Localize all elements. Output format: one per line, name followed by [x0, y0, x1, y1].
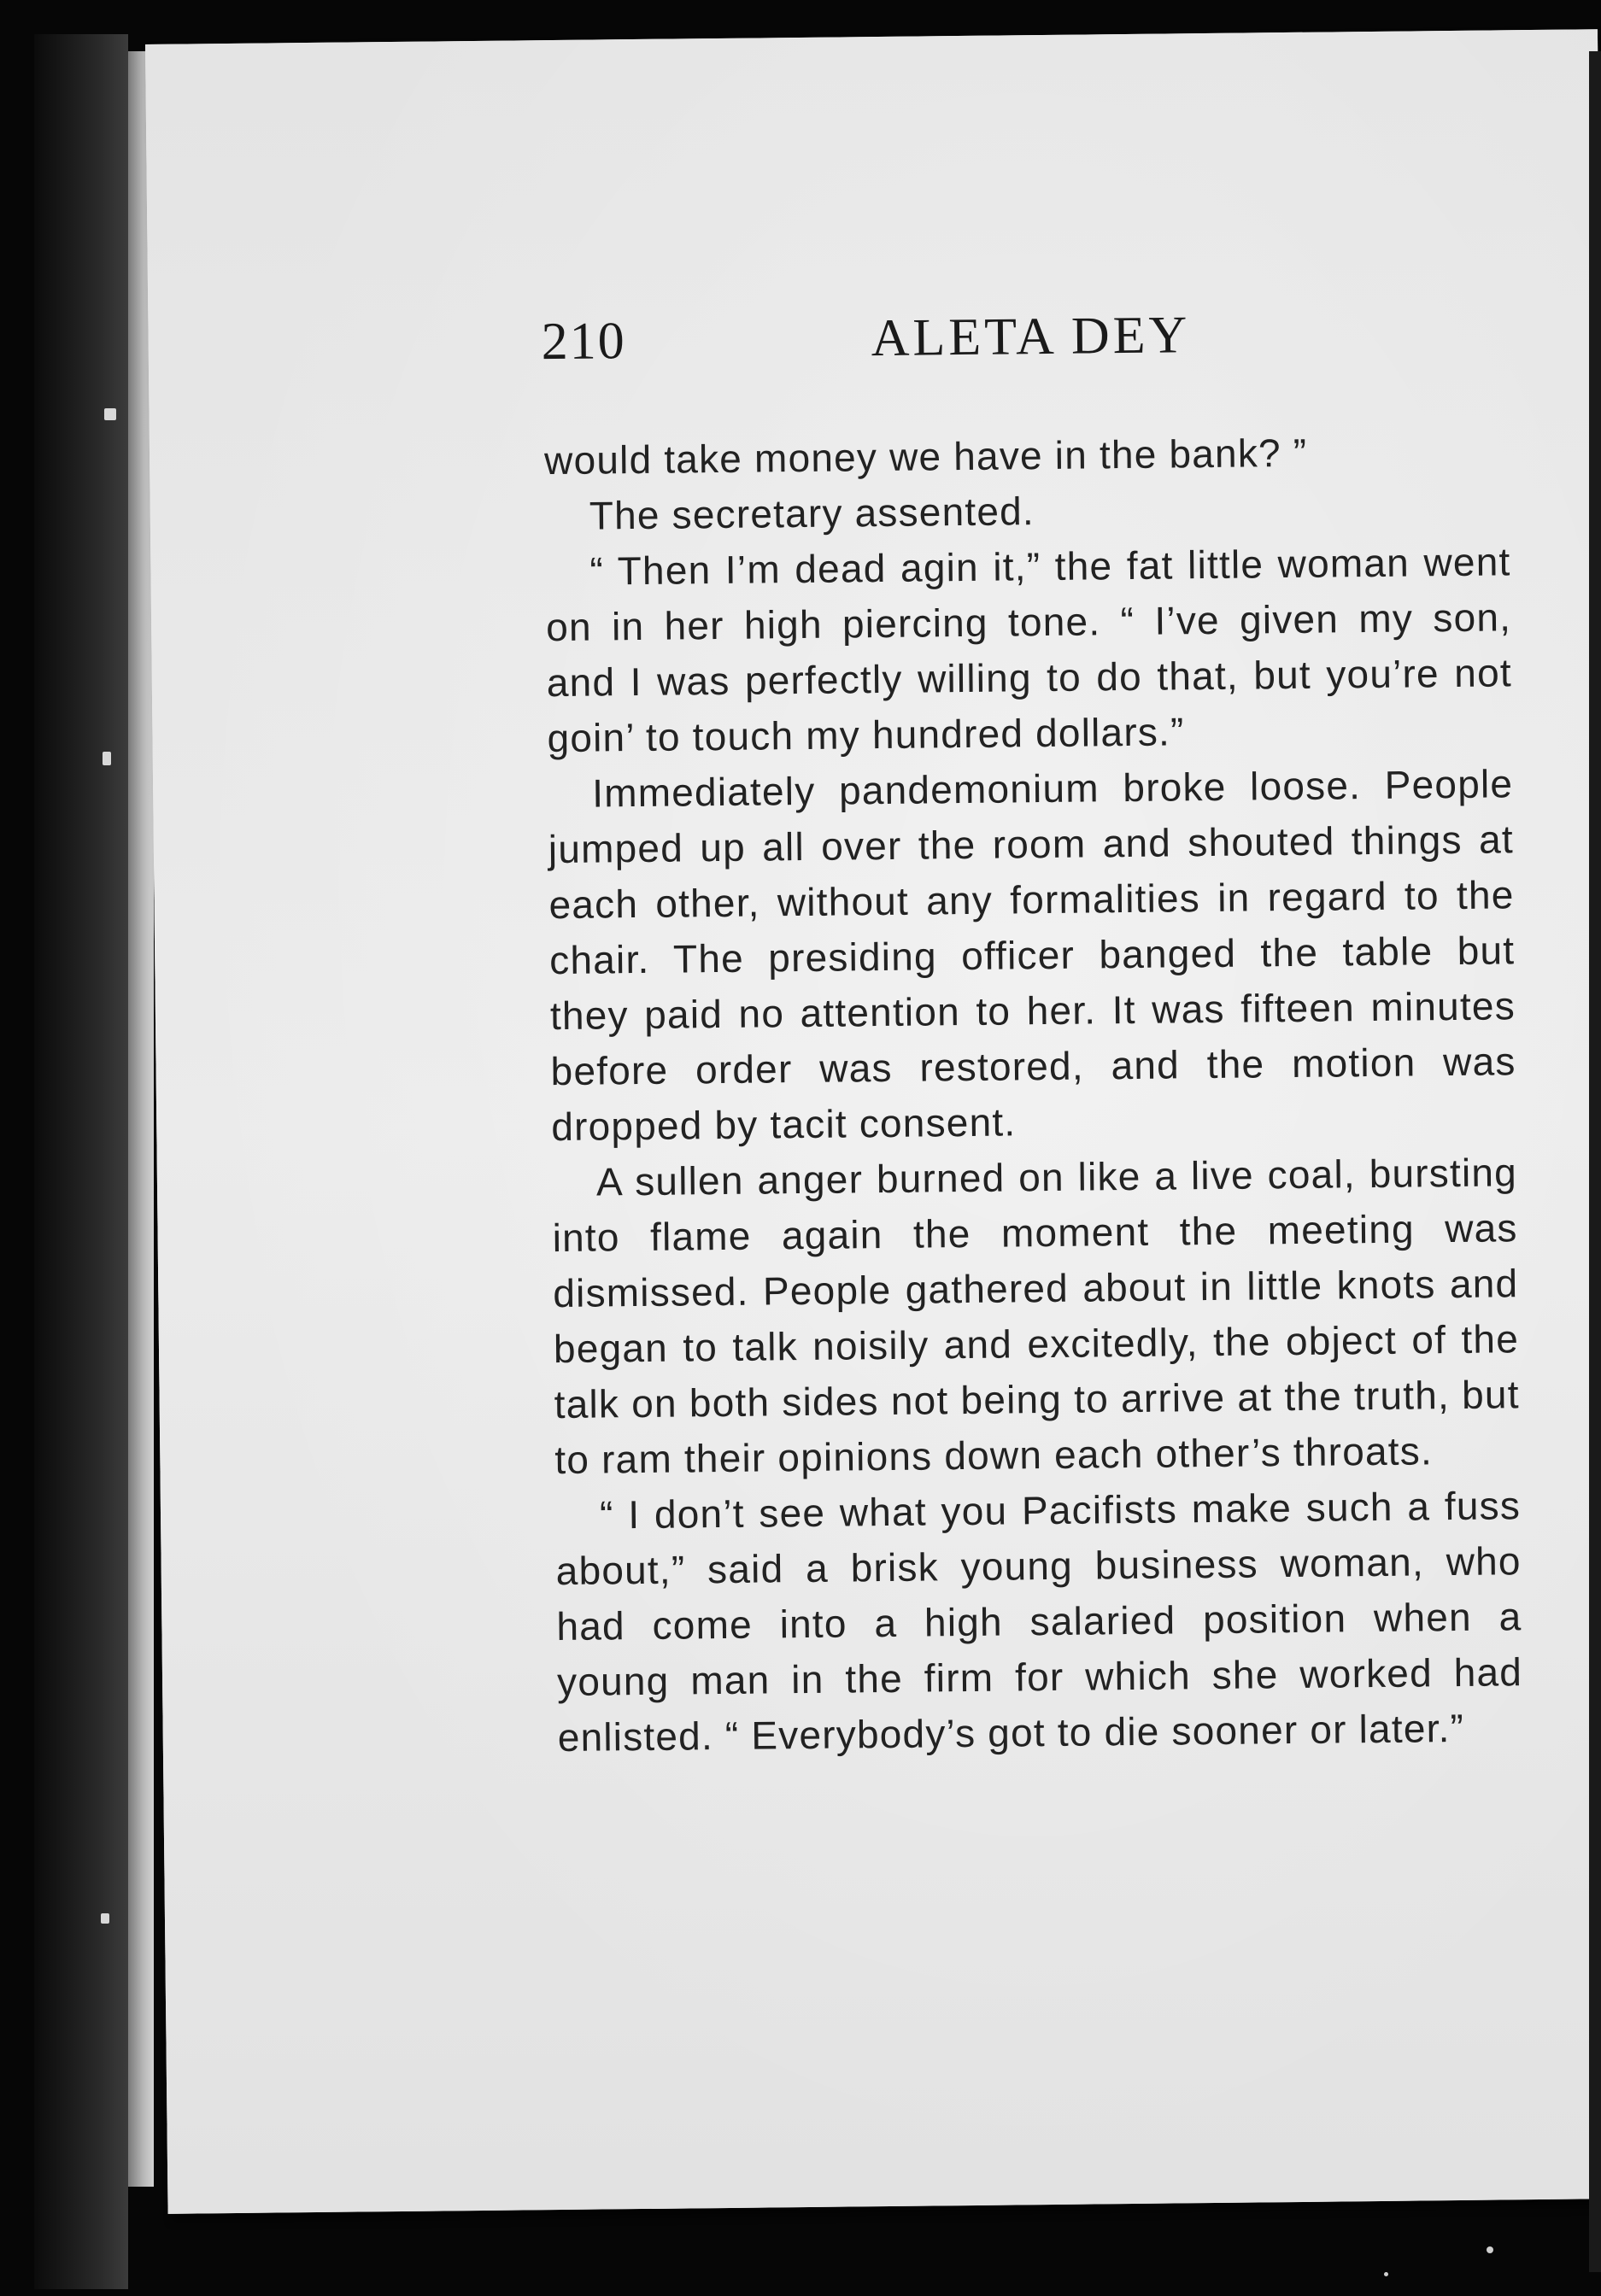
paragraph: would take money we have in the bank? ”: [543, 430, 1308, 483]
paragraph: Immediately pandemonium broke loose. People jumped up all over the room and shouted things at each other, without any formalities in regard to the chair. The presiding officer banged the table but they paid no attention to her. It was fifteen minutes before order was restored, and the motion was dropped by tacit consent.: [548, 761, 1516, 1150]
dust-speck: [1384, 2272, 1388, 2276]
book-title: ALETA DEY: [871, 306, 1191, 368]
dust-speck: [1487, 2246, 1493, 2253]
paragraph: “ Then I’m dead agin it,” the fat little woman went on in her high piercing tone. “ I’ve given my son, and I was perfectly willing to do that, but you’re not goin’ to touch my hundred dollars.”: [545, 539, 1513, 761]
paragraph: “ I don’t see what you Pacifists make such a fuss about,” said a brisk young business woman, who had come into a high salaried position when a young man in the firm for which she worked had enlisted. “ Everybody’s got to die sooner or later.”: [555, 1483, 1523, 1760]
paragraph: A sullen anger burned on like a live coal, bursting into flame again the moment the meeting was dismissed. People gathered about in little knots and began to talk noisily and excitedly, the object of the talk on both sides not being to arrive at the truth, but to ram their opinions down each other’s throats.: [552, 1150, 1520, 1483]
film-mark: [104, 408, 116, 420]
page-number: 210: [541, 312, 627, 372]
film-mark: [101, 1913, 109, 1924]
film-edge-right: [1589, 51, 1601, 2272]
film-edge: [34, 34, 128, 2289]
film-mark: [103, 752, 111, 765]
paragraph: The secretary assented.: [589, 489, 1035, 538]
book-page: [145, 29, 1601, 2214]
body-text: [544, 423, 1523, 1766]
running-head: [541, 305, 1224, 372]
